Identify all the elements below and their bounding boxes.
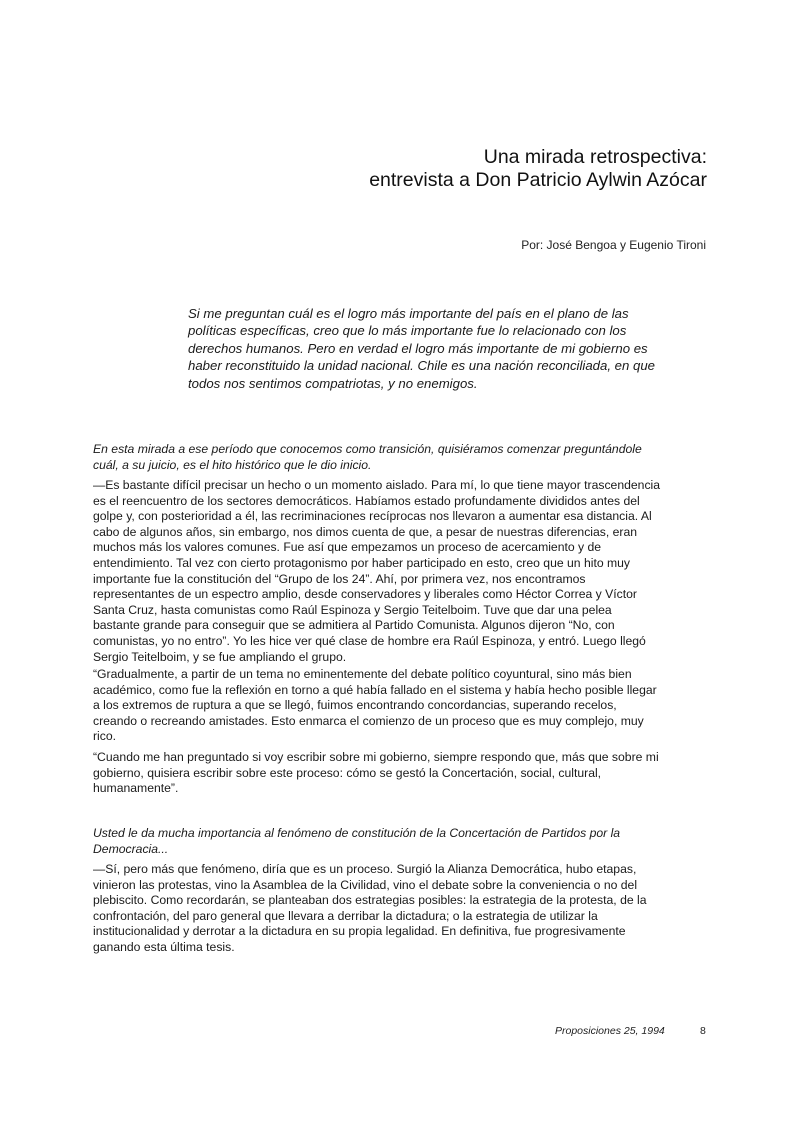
answer-line: rico. [93,729,117,744]
answer-line: Sergio Teitelboim, y se fue ampliando el grupo. [93,649,347,664]
answer-line: cabo de algunos años, sin embargo, nos dimos cuenta de que, a pesar de nuestras diferencias, eran [93,524,638,539]
epigraph-quote [188,305,708,392]
answer-line: es el reencuentro de los sectores democráticos. Habíamos estado profundamente divididos antes del [93,493,640,508]
answer-1-paragraph-1 [93,478,713,665]
answer-line: confrontación, del paro general que llevara a derribar la dictadura; o la estrategia de utilizar la [93,908,598,923]
answer-line: creando o recreando amistades. Esto enmarca el comienzo de un proceso que es muy complejo, muy [93,713,644,728]
answer-line: representantes de un espectro amplio, desde conservadores y liberales como Héctor Correa y Víctor [93,587,637,602]
epigraph-line: todos nos sentimos compatriotas, y no enemigos. [188,375,478,391]
footer-journal-citation: Proposiciones 25, 1994 [555,1025,665,1037]
interview-question-2 [93,826,713,857]
byline: Por: José Bengoa y Eugenio Tironi [521,238,706,252]
article-title [369,146,707,192]
answer-line: institucionalidad y derrotar a la dictadura en su propia legalidad. En definitiva, fue progresivamente [93,924,626,939]
answer-line: Santa Cruz, hasta comunistas como Raúl Espinoza y Sergio Teitelboim. Tuve que dar una pelea [93,602,612,617]
answer-line: importante fue la constitución del “Grupo de los 24”. Ahí, por primera vez, nos encontramos [93,571,586,586]
question-line: Democracia... [93,841,169,856]
answer-line: —Es bastante difícil precisar un hecho o un momento aislado. Para mí, lo que tiene mayor trascendencia [93,478,661,492]
answer-line: vinieron las protestas, vino la Asamblea de la Civilidad, vino el debate sobre la conveniencia o no del [93,877,638,892]
epigraph-line: Si me preguntan cuál es el logro más importante del país en el plano de las [188,306,629,321]
epigraph-line: haber reconstituido la unidad nacional. Chile es una nación reconciliada, en que [188,358,656,374]
answer-1-paragraph-3 [93,750,713,797]
title-line-2: entrevista a Don Patricio Aylwin Azócar [369,169,707,191]
answer-line: “Gradualmente, a partir de un tema no eminentemente del debate político coyuntural, sino más bien [93,667,632,681]
question-line: Usted le da mucha importancia al fenómeno de constitución de la Concertación de Partidos por la [93,826,621,840]
answer-line: académico, como fue la reflexión en torno a qué había fallado en el sistema y había hecho posible llegar [93,682,657,697]
question-line: En esta mirada a ese período que conocemos como transición, quisiéramos comenzar preguntándole [93,442,642,456]
answer-line: ganando esta última tesis. [93,939,235,954]
answer-line: golpe y, con posterioridad a él, las recriminaciones recíprocas nos llevaron a aumentar esa distancia. Al [93,509,652,524]
answer-line: muchos más los valores comunes. Fue así que empezamos un proceso de acercamiento y de [93,540,602,555]
epigraph-line: derechos humanos. Pero en verdad el logro más importante de mi gobierno es [188,340,648,356]
answer-line: —Sí, pero más que fenómeno, diría que es un proceso. Surgió la Alianza Democrática, hubo etapas, [93,862,637,876]
page-number: 8 [700,1025,706,1037]
answer-line: “Cuando me han preguntado si voy escribir sobre mi gobierno, siempre respondo que, más que sobre mi [93,750,659,764]
title-line-1: Una mirada retrospectiva: [483,146,707,168]
answer-2 [93,862,713,956]
answer-line: comunistas, yo no entro”. Yo les hice ver qué clase de hombre era Raúl Espinoza, y entró. Luego llegó [93,633,646,648]
question-line: cuál, a su juicio, es el hito histórico que le dio inicio. [93,457,372,472]
answer-line: entendimiento. Tal vez con cierto protagonismo por haber participado en esto, creo que un hito muy [93,555,631,570]
answer-line: bastante grande para conseguir que se admitiera al Partido Comunista. Algunos dijeron “No, con [93,618,615,633]
answer-line: gobierno, quisiera escribir sobre este proceso: cómo se gestó la Concertación, social, cultural, [93,765,602,780]
answer-line: a los extremos de ruptura a que se llegó, fuimos encontrando concordancias, superando recelos, [93,698,617,713]
interview-question-1 [93,442,713,473]
answer-line: plebiscito. Como recordarán, se planteaban dos estrategias posibles: la estrategia de la protesta, de la [93,893,647,908]
answer-line: humanamente”. [93,781,179,796]
epigraph-line: políticas específicas, creo que lo más importante fue lo relacionado con los [188,323,627,339]
answer-1-paragraph-2 [93,667,713,745]
